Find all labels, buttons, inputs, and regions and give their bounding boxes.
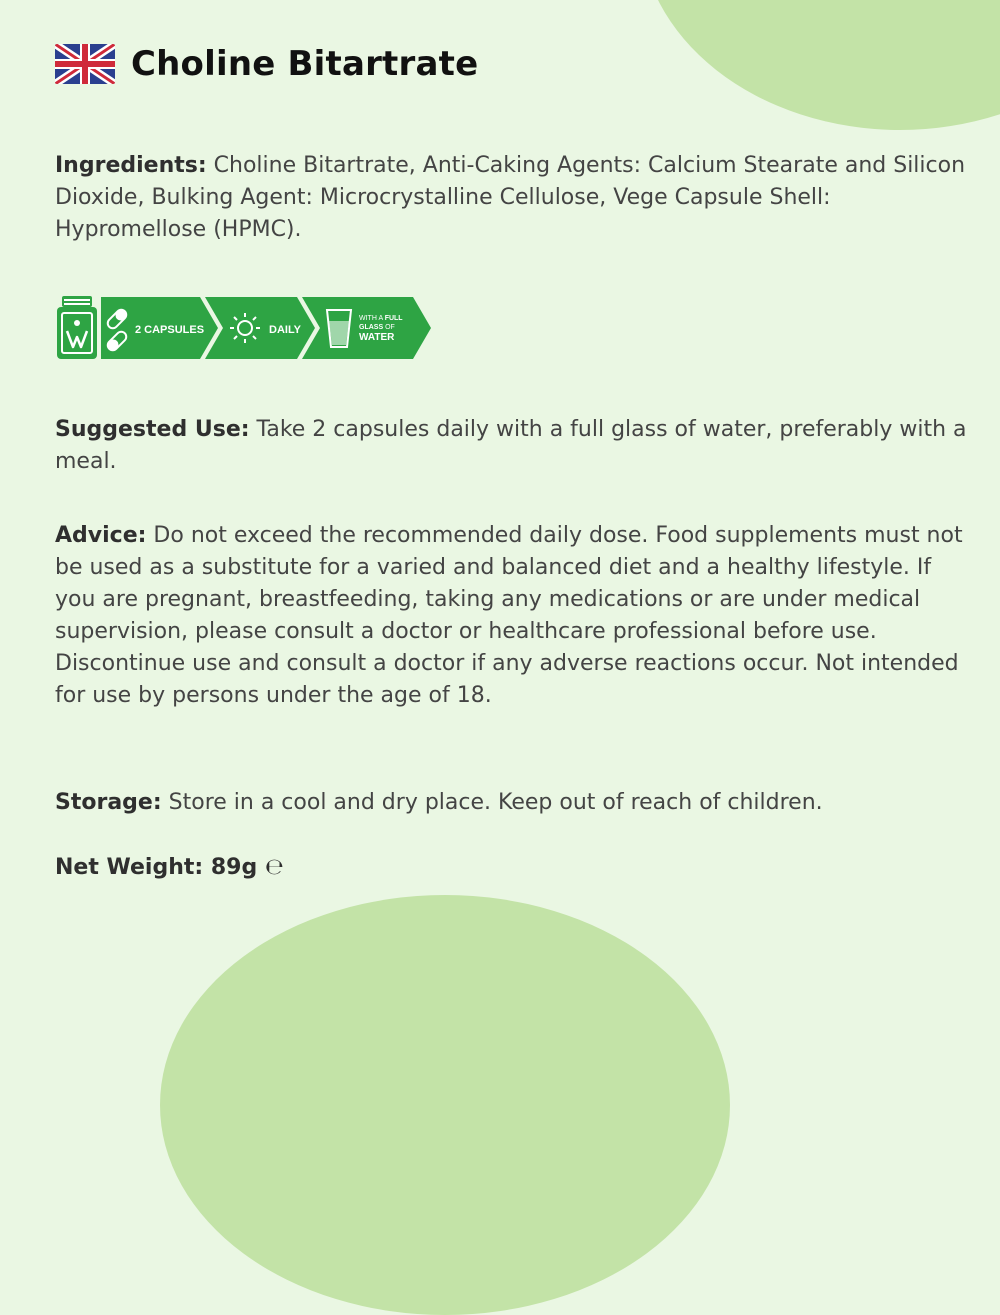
product-title: Choline Bitartrate: [131, 44, 479, 84]
svg-text:GLASS OF: [359, 324, 395, 331]
suggested-use-body: Take 2 capsules daily with a full glass of water, preferably with a meal.: [55, 417, 967, 474]
water-text-with-a: WITH A: [359, 315, 383, 322]
ingredients-label: Ingredients:: [55, 153, 207, 178]
suggested-use-label: Suggested Use:: [55, 417, 250, 442]
advice-label: Advice:: [55, 523, 147, 548]
estimated-sign-icon: ℮: [264, 855, 284, 880]
suggested-use-text: [55, 414, 975, 478]
net-weight-text: Net Weight: 89g: [55, 855, 258, 880]
advice-text: [55, 520, 975, 712]
water-text-of: OF: [385, 324, 395, 331]
ingredients-text: [55, 150, 975, 246]
advice-body: Do not exceed the recommended daily dose. Food supplements must not be used as a substitute for a varied and balanced diet and a healthy lifestyle. If you are pregnant, breastfeeding, taking any medications or are under medical supervision, please consult a doctor or healthcare professional before use. Discontinue use and consult a doctor if any adverse reactions occur. Not intended for use by persons under the age of 18.: [55, 523, 963, 708]
ingredients-body: Choline Bitartrate, Anti-Caking Agents: Calcium Stearate and Silicon Dioxide, Bulking Agent: Microcrystalline Cellulose, Vege Capsule Shell: Hypromellose (HPMC).: [55, 153, 966, 242]
daily-label: DAILY: [269, 324, 301, 336]
uk-flag-icon: [55, 44, 115, 84]
decorative-circle-top: [640, 0, 1000, 130]
supplement-bottle-icon: [57, 296, 97, 359]
storage-body: Store in a cool and dry place. Keep out of reach of children.: [168, 790, 823, 815]
water-text-water: WATER: [359, 332, 395, 343]
water-text-full: FULL: [384, 315, 403, 322]
storage-label: Storage:: [55, 790, 162, 815]
water-text-glass: GLASS: [359, 324, 384, 331]
svg-text:WITH A FULL: [359, 315, 403, 322]
capsules-label: 2 CAPSULES: [135, 324, 205, 336]
net-weight: [55, 852, 975, 884]
page-header: [55, 44, 478, 84]
decorative-circle-bottom: [160, 895, 730, 1315]
storage-text: [55, 787, 975, 819]
usage-instructions-banner: [55, 293, 435, 363]
